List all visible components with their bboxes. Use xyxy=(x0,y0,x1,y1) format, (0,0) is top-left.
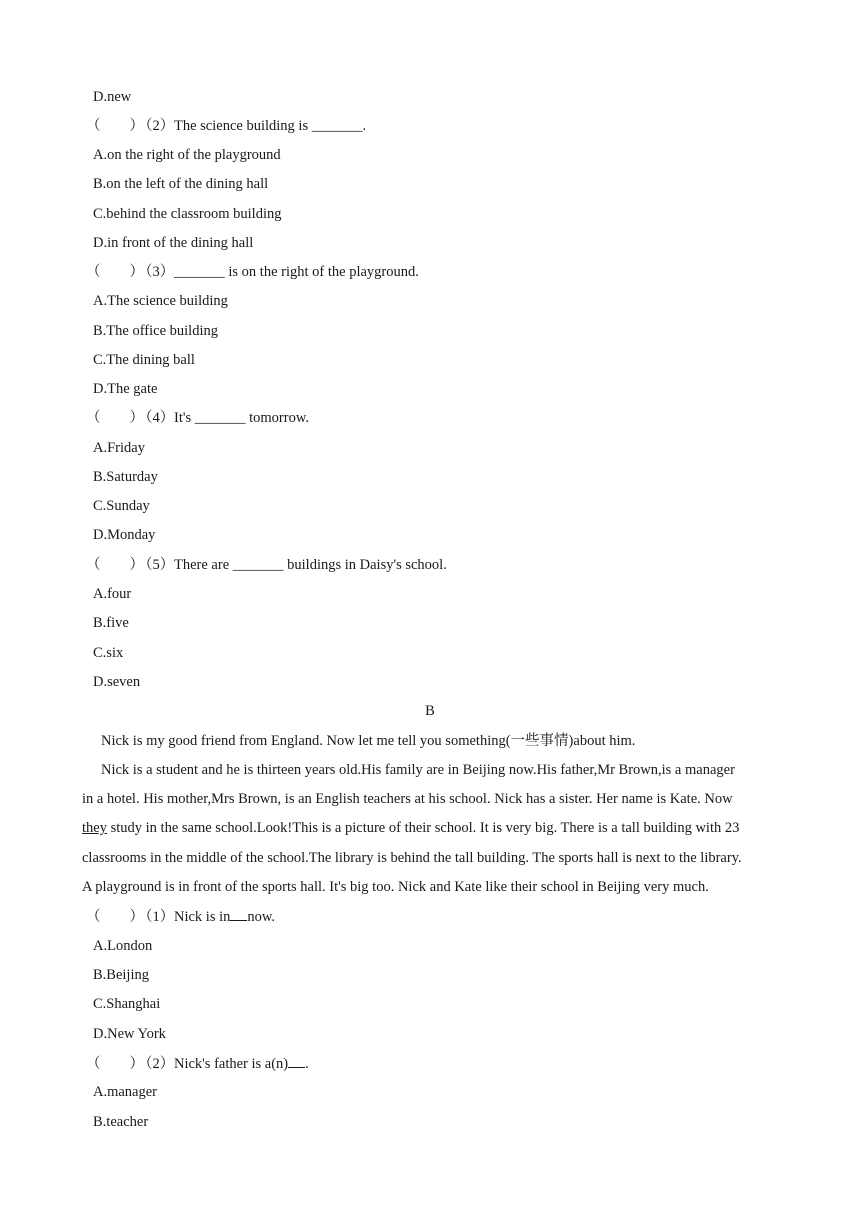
answer-blank: （ ） xyxy=(86,557,144,573)
question-a5 xyxy=(86,556,447,574)
option-a4-a: A.Friday xyxy=(93,440,145,456)
option-a5-b: B.five xyxy=(93,615,129,631)
question-number: （2） xyxy=(138,118,175,134)
option-b1-a: A.London xyxy=(93,938,153,954)
option-a4-c: C.Sunday xyxy=(93,498,150,514)
question-a3 xyxy=(86,263,419,281)
question-b2 xyxy=(86,1054,309,1073)
answer-blank: （ ） xyxy=(86,264,144,280)
option-b2-a: A.manager xyxy=(93,1084,158,1100)
passage-line: Nick is a student and he is thirteen years old.His family are in Beijing now.His father,Mr Brown,is a manager xyxy=(101,762,735,778)
option-a3-b: B.The office building xyxy=(93,323,218,339)
passage-text: study in the same school.Look!This is a picture of their school. It is very big. There is a tall building with 23 xyxy=(106,820,740,836)
question-stem: It's _______ tomorrow. xyxy=(174,410,309,426)
option-b2-b: B.teacher xyxy=(93,1114,149,1130)
question-number: （1） xyxy=(138,909,175,925)
answer-blank: （ ） xyxy=(86,1056,144,1072)
question-a2 xyxy=(86,117,366,135)
passage-line: in a hotel. His mother,Mrs Brown, is an English teachers at his school. Nick has a sister. Her name is Kate. Now xyxy=(82,791,733,807)
option-a5-d: D.seven xyxy=(93,674,141,690)
answer-blank: （ ） xyxy=(86,909,144,925)
underlined-word: they xyxy=(82,820,107,836)
option-a2-c: C.behind the classroom building xyxy=(93,206,282,222)
question-stem: Nick's father is a(n) xyxy=(174,1056,289,1072)
passage-line: A playground is in front of the sports hall. It's big too. Nick and Kate like their school in Beijing very much. xyxy=(82,879,709,895)
passage-line: classrooms in the middle of the school.The library is behind the tall building. The sports hall is next to the library. xyxy=(82,850,742,866)
question-stem: Nick is in xyxy=(174,909,231,925)
option-a4-d: D.Monday xyxy=(93,527,156,543)
option-a4-b: B.Saturday xyxy=(93,469,158,485)
answer-blank: （ ） xyxy=(86,410,144,426)
passage-line xyxy=(82,819,739,837)
option-a2-a: A.on the right of the playground xyxy=(93,147,281,163)
option-a2-b: B.on the left of the dining hall xyxy=(93,176,269,192)
question-stem: _______ is on the right of the playground. xyxy=(174,264,419,280)
option-a3-a: A.The science building xyxy=(93,293,228,309)
option-a3-c: C.The dining ball xyxy=(93,352,195,368)
option-a3-d: D.The gate xyxy=(93,381,158,397)
option-b1-b: B.Beijing xyxy=(93,967,149,983)
option-b1-c: C.Shanghai xyxy=(93,996,161,1012)
question-number: （3） xyxy=(138,264,175,280)
passage-paragraph-1: Nick is my good friend from England. Now let me tell you something(一些事情)about him. xyxy=(101,733,636,749)
answer-blank: （ ） xyxy=(86,118,144,134)
question-stem-end: now. xyxy=(247,909,276,925)
question-number: （5） xyxy=(138,557,175,573)
option-a1-d: D.new xyxy=(93,89,132,105)
question-stem: There are _______ buildings in Daisy's school. xyxy=(174,557,447,573)
question-number: （4） xyxy=(138,410,175,426)
question-stem-end: . xyxy=(305,1056,309,1072)
option-b1-d: D.New York xyxy=(93,1026,166,1042)
option-a5-a: A.four xyxy=(93,586,132,602)
question-stem: The science building is _______. xyxy=(174,118,367,134)
fill-blank xyxy=(288,1054,305,1068)
fill-blank xyxy=(230,907,247,921)
question-a4 xyxy=(86,409,309,427)
option-a5-c: C.six xyxy=(93,645,124,661)
section-heading: B xyxy=(425,703,435,719)
question-b1 xyxy=(86,907,275,926)
option-a2-d: D.in front of the dining hall xyxy=(93,235,254,251)
question-number: （2） xyxy=(138,1056,175,1072)
